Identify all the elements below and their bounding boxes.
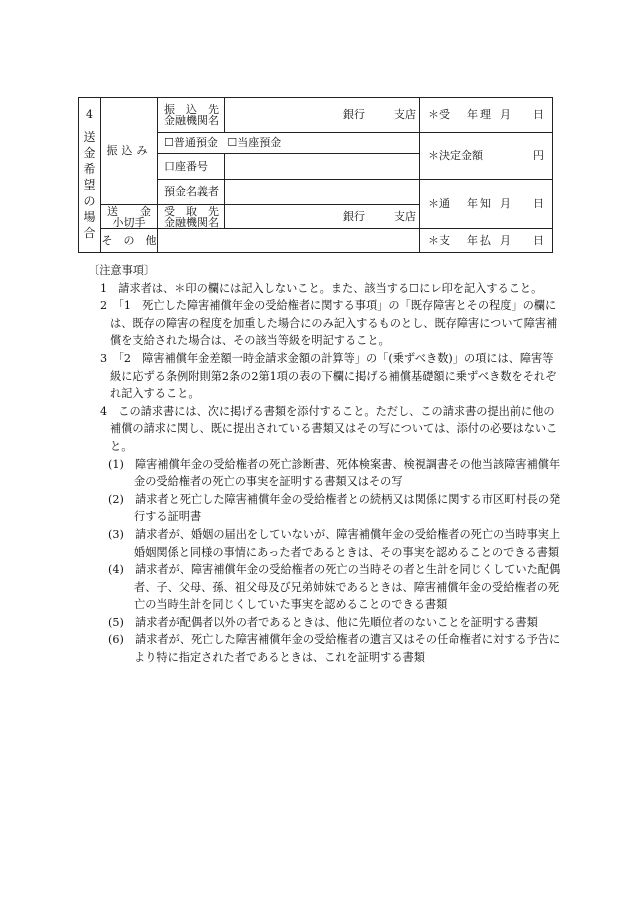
payment-label2: 払 — [480, 233, 491, 247]
payment-row — [420, 229, 553, 253]
label-bank-name: 振 込 先 金融機関名 — [158, 98, 225, 133]
label-receiving-bank: 受 取 先 金融機関名 — [158, 205, 225, 229]
receiving-branch-suffix: 支店 — [394, 209, 416, 223]
account-number-field[interactable] — [225, 154, 420, 180]
branch-suffix: 支店 — [394, 108, 416, 121]
checkbox-current[interactable]: ☐当座預金 — [227, 136, 282, 149]
account-type-field[interactable] — [158, 133, 420, 154]
payment-date[interactable]: 年 月 日 — [467, 233, 544, 247]
method-check: 送 金 小切手 — [101, 205, 158, 229]
label-account-number: 口座番号 — [158, 154, 225, 180]
method-other: そ の 他 — [101, 229, 158, 253]
note-sub-item: (2) 請求者と死亡した障害補償年金の受給権者との続柄又は関係に関する市区町村長の発行する証明書 — [108, 492, 561, 524]
note-item: 3 「2 障害補償年金差額一時金請求金額の計算等」の「(乗ずべき数)」の項には、障害等級に応ずる条例附則第2条の2第1項の表の下欄に掲げる補償基礎額に乗ずべき数をそれぞれ記入すること。 — [100, 351, 557, 401]
decided-amount-row — [420, 133, 553, 180]
note-item: 2 「1 死亡した障害補償年金の受給権者に関する事項」の「既存障害とその程度」の欄には、既存の障害の程度を加重した場合にのみ記入するものとし、既存障害について障害補償を支給された場合は、その該当等級を明記すること。 — [100, 299, 558, 348]
receiving-bank-field[interactable] — [225, 205, 420, 229]
received-row — [420, 98, 553, 133]
received-label: ＊受 — [428, 108, 450, 121]
payment-label: ＊支 — [428, 233, 450, 247]
other-field[interactable] — [158, 229, 420, 253]
method-furikomi: 振込み — [101, 98, 158, 205]
notes-section — [88, 262, 562, 667]
notice-label: ＊通 — [428, 197, 450, 210]
account-holder-field[interactable] — [225, 180, 420, 205]
notes-heading: 〔注意事項〕 — [88, 264, 156, 277]
received-date[interactable]: 年 月 日 — [467, 108, 544, 121]
notice-row — [420, 180, 553, 229]
note-sub-item: (6) 請求者が、死亡した障害補償年金の受給権者の遺言又はその任命権者に対する予告により特に指定された者であるときは、これを証明する書類 — [108, 633, 561, 665]
note-sub-item: (3) 請求者が、婚姻の届出をしていないが、障害補償年金の受給権者の死亡の当時事実上婚姻関係と同様の事情にあった者であるときは、その事実を認めることのできる書類 — [108, 527, 561, 559]
note-sub-item: (4) 請求者が、障害補償年金の受給権者の死亡の当時その者と生計を同じくしていた配偶者、子、父母、孫、祖父母及び兄弟姉妹であるときは、障害補償年金の受給権者の死亡の当時生計を同じくしていた事実を認めることのできる書類 — [108, 563, 561, 612]
section-title: 送金希望の場合 — [83, 130, 96, 240]
section-4-cell — [79, 98, 101, 253]
received-label2: 理 — [480, 108, 491, 121]
label-account-holder: 預金名義者 — [158, 180, 225, 205]
yen-label: 円 — [533, 149, 544, 162]
notice-date[interactable]: 年 月 日 — [467, 197, 544, 210]
notice-label2: 知 — [480, 197, 491, 210]
note-sub-item: (5) 請求者が配偶者以外の者であるときは、他に先順位者のないことを証明する書類 — [108, 615, 538, 629]
bank-suffix: 銀行 — [343, 108, 365, 121]
checkbox-ordinary[interactable]: ☐普通預金 — [164, 136, 218, 149]
remittance-table — [78, 97, 553, 253]
decided-amount-label: ＊決定金額 — [428, 149, 483, 162]
note-item: 4 この請求書には、次に掲げる書類を添付すること。ただし、この請求書の提出前に他の補償の請求に関し、既に提出されている書類又はその写については、添付の必要はないこと。 — [100, 404, 558, 453]
bank-name-field[interactable] — [225, 98, 420, 133]
section-number: 4 — [86, 108, 93, 121]
note-item: 1 請求者は、＊印の欄には記入しないこと。また、該当する☐にレ印を記入すること。 — [100, 281, 543, 295]
receiving-bank-suffix: 銀行 — [343, 209, 365, 223]
note-sub-item: (1) 障害補償年金の受給権者の死亡診断書、死体検案書、検視調書その他当該障害補償年金の受給権者の死亡の事実を証明する書類又はその写 — [108, 457, 561, 489]
